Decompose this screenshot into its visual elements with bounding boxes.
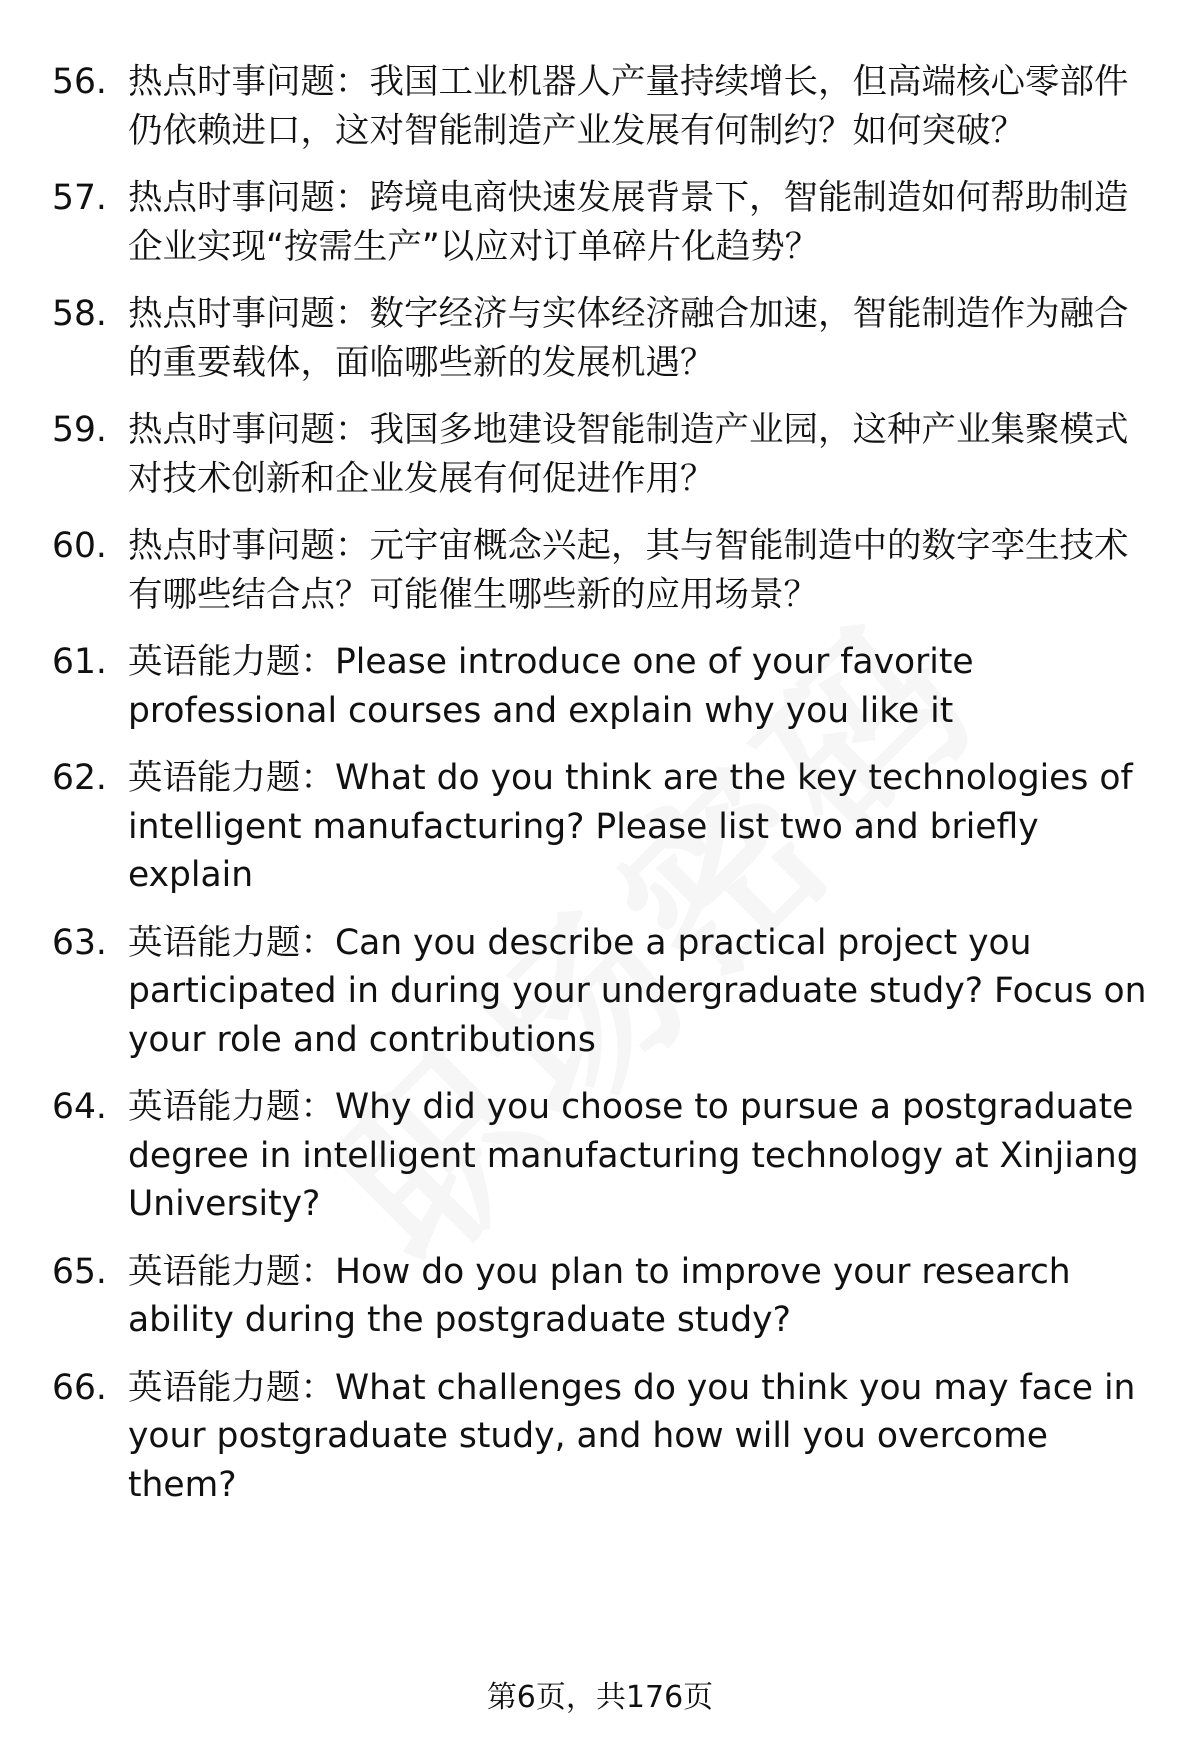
question-number: 63. [52, 922, 107, 963]
question-number: 65. [52, 1251, 107, 1292]
question-number: 56. [52, 62, 107, 102]
question-item [52, 1364, 1162, 1510]
question-text: 热点时事问题：元宇宙概念兴起，其与智能制造中的数字孪生技术有哪些结合点？可能催生哪些新的应用场景？ [128, 526, 1129, 615]
question-number: 66. [52, 1367, 107, 1408]
page-number-footer: 第6页，共176页 [486, 1680, 714, 1715]
question-number: 64. [52, 1087, 107, 1127]
question-item [52, 638, 1162, 735]
question-item [52, 174, 1162, 271]
question-number: 62. [52, 758, 107, 798]
question-text: 英语能力题：What do you think are the key technologies of intelligent manufacturing? Please list two and briefly explain [128, 758, 1133, 895]
question-number: 57. [52, 178, 107, 218]
question-text: 英语能力题：Why did you choose to pursue a postgraduate degree in intelligent manufacturing technology at Xinjiang University? [128, 1087, 1139, 1224]
question-text: 英语能力题：What challenges do you think you may face in your postgraduate study, and how will you overcome them? [128, 1367, 1136, 1505]
question-item [52, 1083, 1162, 1229]
question-item [52, 290, 1162, 387]
question-text: 热点时事问题：我国多地建设智能制造产业园，这种产业集聚模式对技术创新和企业发展有何促进作用？ [128, 410, 1129, 499]
question-text: 热点时事问题：我国工业机器人产量持续增长，但高端核心零部件仍依赖进口，这对智能制造产业发展有何制约？如何突破？ [128, 62, 1129, 151]
question-text: 热点时事问题：数字经济与实体经济融合加速，智能制造作为融合的重要载体，面临哪些新的发展机遇？ [128, 294, 1129, 383]
question-item [52, 919, 1162, 1065]
question-number: 61. [52, 642, 107, 682]
question-number: 58. [52, 294, 107, 334]
question-text: 英语能力题：Can you describe a practical project you participated in during your undergraduate study? Focus on your role and contributions [128, 922, 1147, 1060]
question-text: 英语能力题：How do you plan to improve your research ability during the postgraduate study? [128, 1251, 1071, 1340]
question-number: 60. [52, 526, 107, 566]
question-text: 热点时事问题：跨境电商快速发展背景下，智能制造如何帮助制造企业实现“按需生产”以应对订单碎片化趋势？ [128, 178, 1129, 267]
question-item [52, 1248, 1162, 1345]
question-text: 英语能力题：Please introduce one of your favorite professional courses and explain why you like it [128, 642, 974, 731]
question-item [52, 58, 1162, 155]
question-item [52, 406, 1162, 503]
question-list [52, 58, 1162, 1509]
question-item [52, 522, 1162, 619]
question-item [52, 754, 1162, 900]
question-number: 59. [52, 410, 107, 450]
